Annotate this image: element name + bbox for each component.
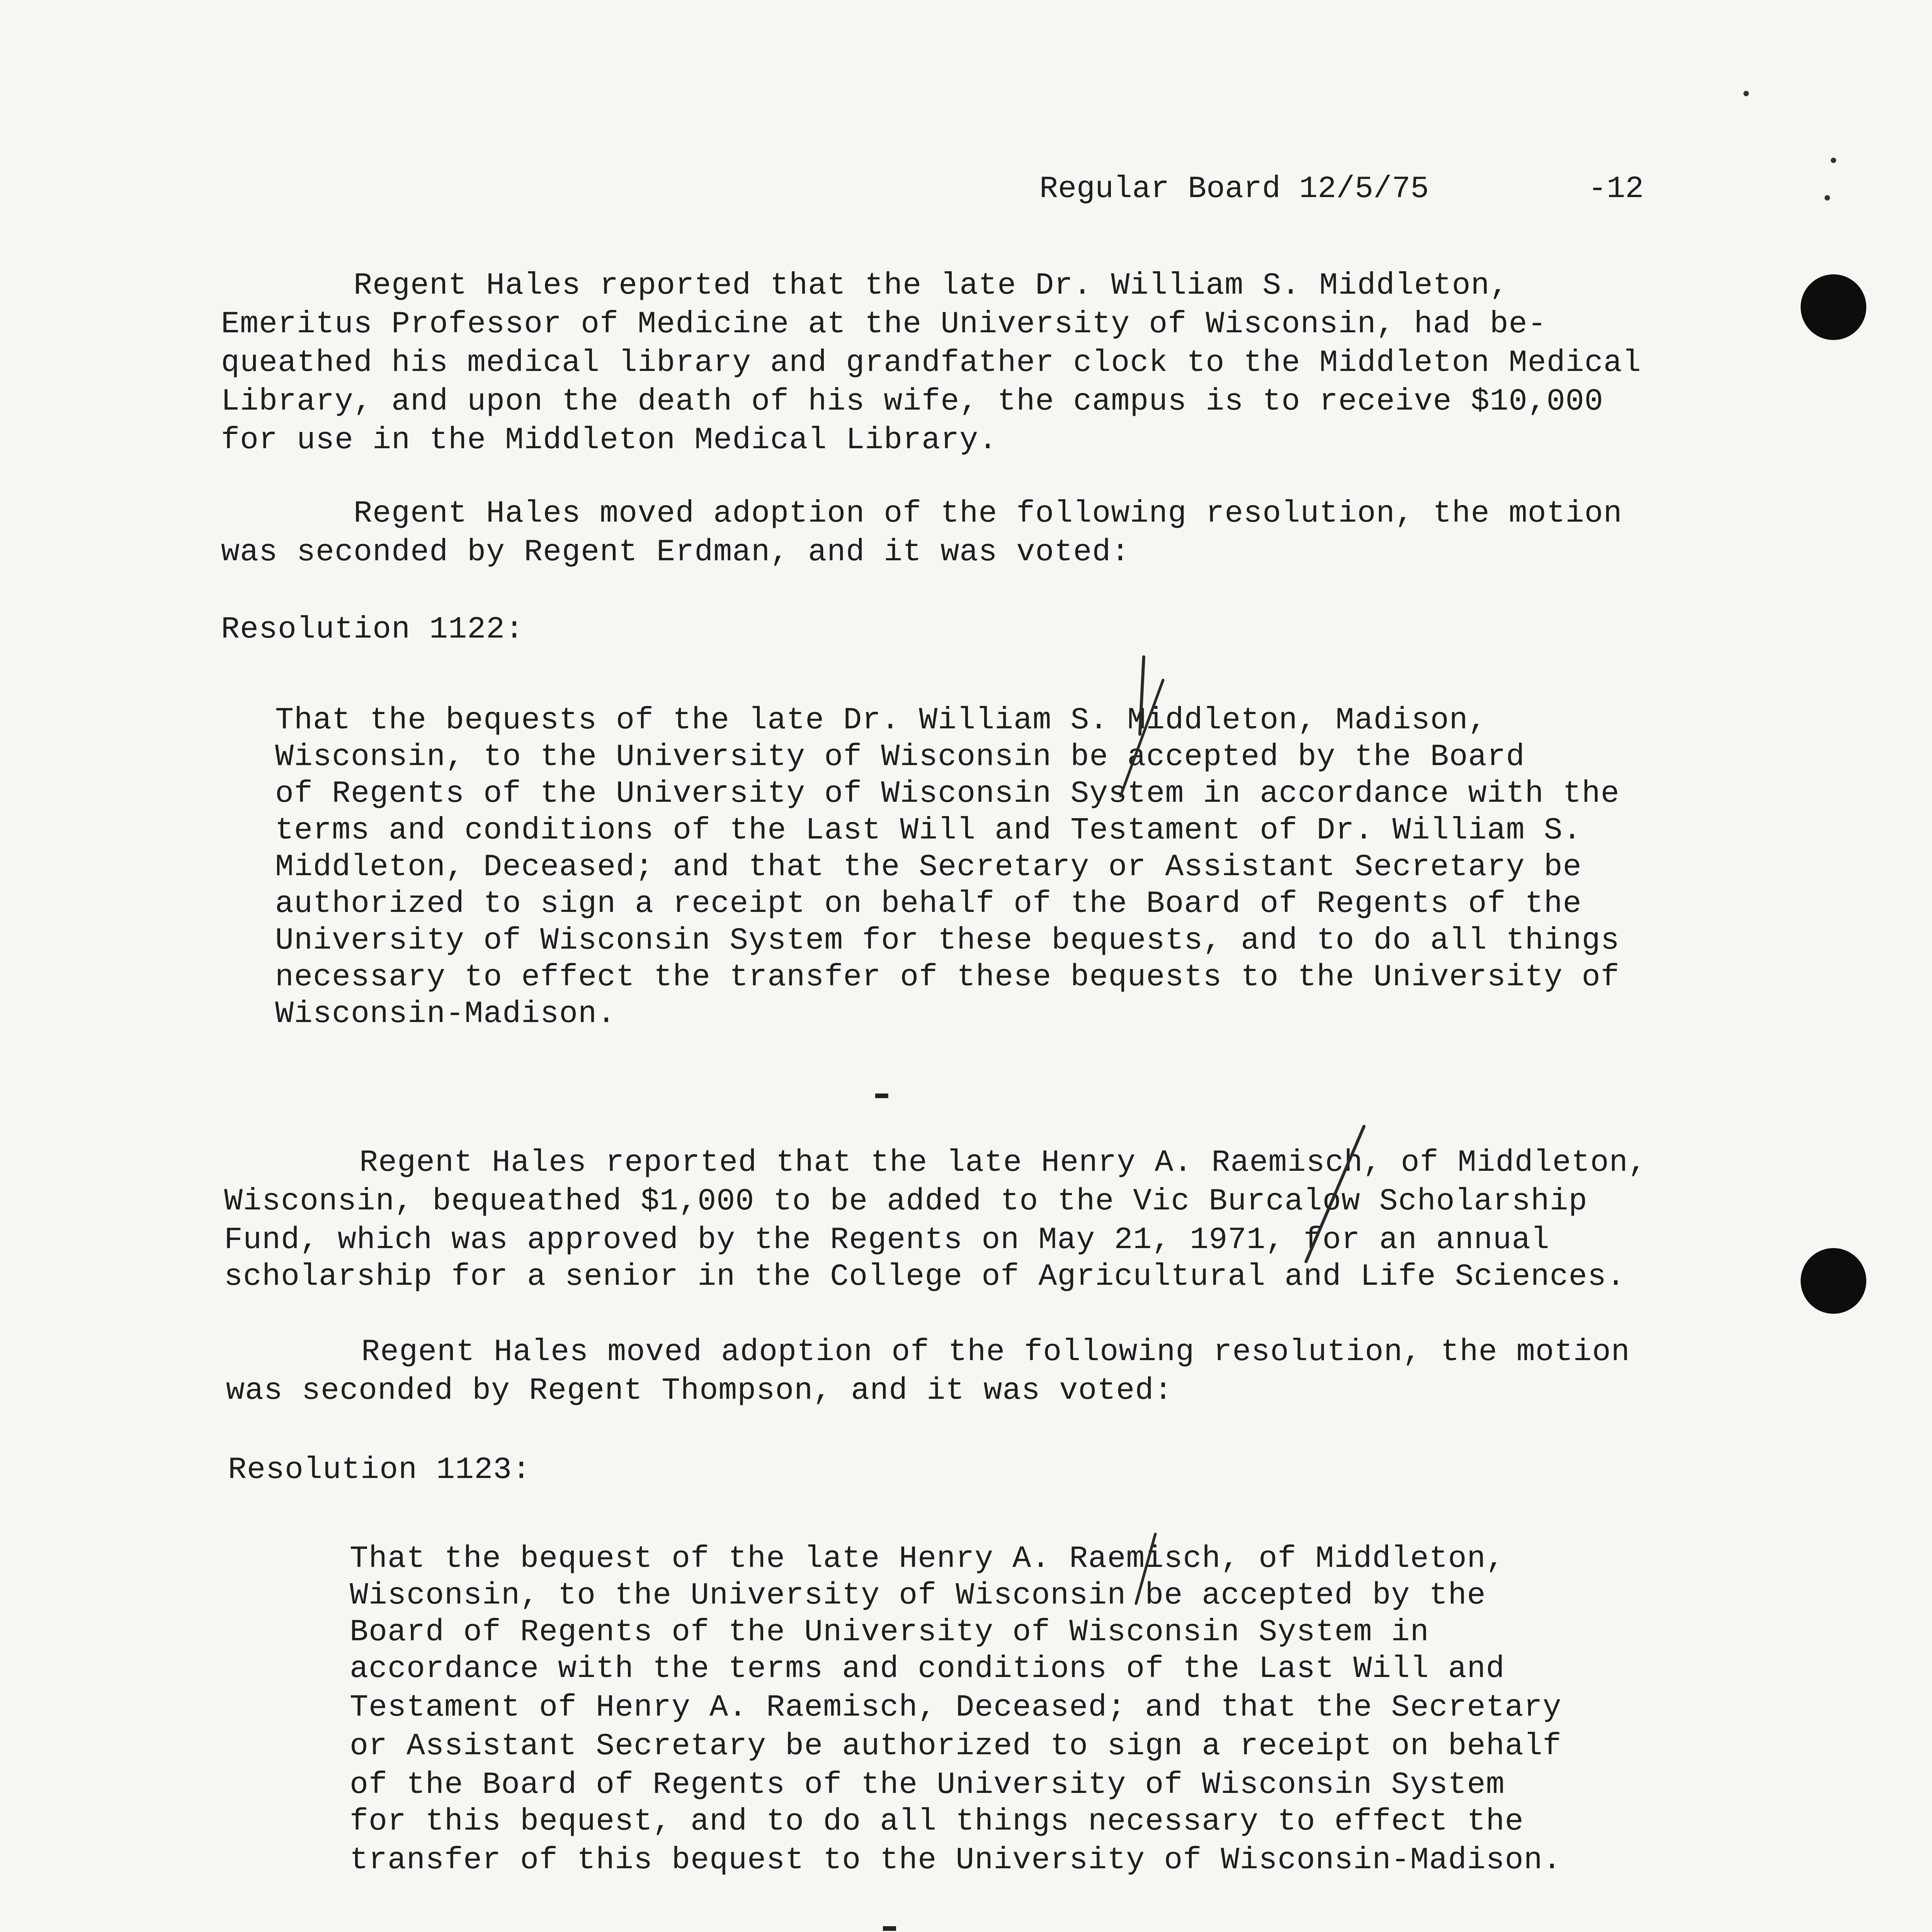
binder-punch-hole [1801,1248,1866,1314]
section2-intro-line: Fund, which was approved by the Regents on May 21, 1971, for an annual [224,1223,1550,1258]
section1-motion-line: Regent Hales moved adoption of the following resolution, the motion [354,496,1622,531]
section-divider [883,1926,896,1931]
section-divider [875,1094,888,1098]
resolution-1122-label: Resolution 1122: [221,612,524,647]
resolution-1122-line: That the bequests of the late Dr. William S. Middleton, Madison, [275,703,1487,738]
resolution-1122-line: terms and conditions of the Last Will and Testament of Dr. William S. [275,813,1582,848]
resolution-1122-line: Wisconsin, to the University of Wisconsin be accepted by the Board [275,740,1525,775]
section1-intro-line: Regent Hales reported that the late Dr. William S. Middleton, [354,268,1509,303]
resolution-1122-line: necessary to effect the transfer of these bequests to the University of [275,960,1620,995]
resolution-1123-line: Testament of Henry A. Raemisch, Deceased; and that the Secretary [350,1690,1562,1725]
section2-intro-line: Regent Hales reported that the late Henry A. Raemisch, of Middleton, [359,1145,1647,1180]
section1-intro-line: for use in the Middleton Medical Library. [221,423,998,458]
section1-intro-line: Library, and upon the death of his wife, the campus is to receive $10,000 [221,384,1604,419]
resolution-1123-line: for this bequest, and to do all things necessary to effect the [350,1804,1524,1839]
resolution-1122-line: Wisconsin-Madison. [275,997,616,1032]
section2-motion-line: was seconded by Regent Thompson, and it was voted: [226,1373,1173,1408]
resolution-1123-line: of the Board of Regents of the University of Wisconsin System [350,1767,1505,1803]
section2-intro-line: scholarship for a senior in the College of Agricultural and Life Sciences. [224,1259,1626,1294]
paper-speck [1825,195,1830,201]
resolution-1123-label: Resolution 1123: [228,1452,531,1488]
paper-speck [1743,91,1749,96]
resolution-1122-line: of Regents of the University of Wisconsin System in accordance with the [275,776,1620,811]
section1-intro-line: queathed his medical library and grandfather clock to the Middleton Medical [221,345,1641,381]
resolution-1122-line: authorized to sign a receipt on behalf of the Board of Regents of the [275,886,1582,922]
resolution-1123-line: accordance with the terms and conditions of the Last Will and [350,1651,1505,1687]
resolution-1123-line: That the bequest of the late Henry A. Raemisch, of Middleton, [350,1541,1505,1577]
section2-intro-line: Wisconsin, bequeathed $1,000 to be added to the Vic Burcalow Scholarship [224,1184,1588,1219]
section1-motion-line: was seconded by Regent Erdman, and it was voted: [221,535,1130,570]
resolution-1122-line: University of Wisconsin System for these bequests, and to do all things [275,923,1620,958]
section2-motion-line: Regent Hales moved adoption of the following resolution, the motion [361,1335,1630,1370]
resolution-1123-line: Board of Regents of the University of Wisconsin System in [350,1615,1429,1650]
resolution-1123-line: Wisconsin, to the University of Wisconsin be accepted by the [350,1578,1486,1613]
section1-intro-line: Emeritus Professor of Medicine at the University of Wisconsin, had be- [221,307,1547,342]
page-number: -12 [1588,172,1644,207]
resolution-1122-line: Middleton, Deceased; and that the Secretary or Assistant Secretary be [275,850,1582,885]
paper-speck [1831,158,1836,163]
binder-punch-hole [1801,274,1866,340]
resolution-1123-line: or Assistant Secretary be authorized to sign a receipt on behalf [350,1729,1562,1764]
resolution-1123-line: transfer of this bequest to the University of Wisconsin-Madison. [350,1843,1562,1878]
page-header-title: Regular Board 12/5/75 [1039,172,1429,207]
